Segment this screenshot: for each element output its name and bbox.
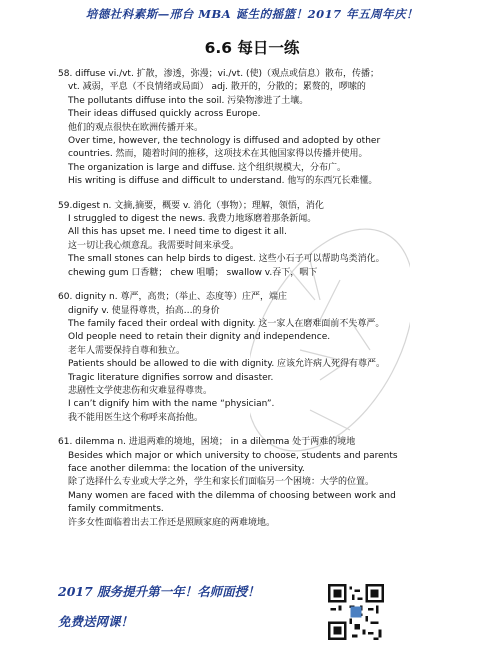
entry-line: 悲剧性文学使悲伤和灾难显得尊贵。: [68, 385, 213, 396]
entry-line: Tragic literature dignifies sorrow and disaster.: [68, 372, 274, 383]
entry-line: Patients should be allowed to die with dignity. 应该允许病人死得有尊严。: [68, 359, 386, 370]
entry-line: vt. 减弱，平息（不良情绪或局面） adj. 散开的，分散的；累赘的，啰嗦的: [68, 82, 366, 93]
entry-line: dignify v. 使显得尊贵，抬高…的身价: [68, 305, 220, 316]
footer-promo-line2: 免费送网课！: [58, 614, 134, 629]
entry-line: face another dilemma: the location of the university.: [68, 463, 305, 474]
entry-line: The organization is large and diffuse. 这个组织规模大，分布广。: [68, 162, 346, 173]
entry-line: 除了选择什么专业或大学之外，学生和家长们面临另一个困境：大学的位置。: [68, 477, 375, 488]
page-title: 6.6 每日一练: [204, 39, 300, 57]
entry-line: 58. diffuse vi./vt. 扩散，渗透，弥漫；vi./vt. (使)（观点或信息）散布，传播；: [58, 69, 379, 79]
entry-line: 60. dignity n. 尊严，高贵；（举止、态度等）庄严，端庄: [58, 292, 287, 303]
entry-line: All this has upset me. I need time to digest it all.: [68, 227, 287, 238]
entry-line: I can’t dignify him with the name “physician”.: [68, 399, 275, 410]
entry-line: His writing is diffuse and difficult to understand. 他写的东西冗长难懂。: [68, 176, 378, 187]
entry-line: 这一切让我心烦意乱。我需要时间来承受。: [68, 240, 240, 251]
entry-line: 我不能用医生这个称呼来高抬他。: [68, 412, 204, 423]
entry-line: Over time, however, the technology is diffused and adopted by other: [68, 136, 381, 147]
entry-diffuse: [58, 68, 490, 189]
entry-dignity: [58, 291, 490, 425]
entry-digest: [58, 200, 490, 280]
entry-line: Old people need to retain their dignity and independence.: [68, 332, 331, 343]
entry-line: The family faced their ordeal with dignity. 这一家人在磨难面前不失尊严。: [68, 318, 385, 329]
footer-promo-line1: 2017 服务提升第一年！名师面授！: [58, 584, 260, 599]
entry-line: countries. 然而，随着时间的推移，这项技术在其他国家得以传播并使用。: [68, 149, 368, 160]
promo-banner: 培德社科素斯—邢台 MBA 诞生的摇篮！2017 年五周年庆！: [85, 7, 419, 21]
entry-line: 老年人需要保持自尊和独立。: [68, 345, 186, 356]
entry-line: 59.digest n. 文摘,摘要，概要 v. 消化（事物）；理解，领悟，消化: [58, 200, 324, 211]
entry-line: Many women are faced with the dilemma of choosing between work and: [68, 490, 396, 501]
qr-code-icon[interactable]: [328, 584, 384, 640]
entry-line: family commitments.: [68, 504, 164, 515]
entry-line: chewing gum 口香糖； chew 咀嚼； swallow v.吞下，咽下: [68, 267, 318, 278]
vocabulary-content: [58, 68, 490, 541]
entry-line: Their ideas diffused quickly across Europe.: [68, 109, 261, 120]
entry-line: The pollutants diffuse into the soil. 污染物渗进了土壤。: [68, 95, 309, 106]
entry-line: Besides which major or which university to choose, students and parents: [68, 450, 398, 461]
entry-line: The small stones can help birds to digest. 这些小石子可以帮助鸟类消化。: [68, 254, 385, 265]
entry-line: 他们的观点很快在欧洲传播开来。: [68, 122, 204, 133]
entry-line: 61. dilemma n. 进退两难的境地，困境； in a dilemma 处于两难的境地: [58, 437, 356, 448]
entry-dilemma: [58, 436, 490, 530]
entry-line: I struggled to digest the news. 我费力地琢磨着那条新闻。: [68, 214, 317, 225]
entry-line: 许多女性面临着出去工作还是照顾家庭的两难境地。: [68, 517, 276, 528]
